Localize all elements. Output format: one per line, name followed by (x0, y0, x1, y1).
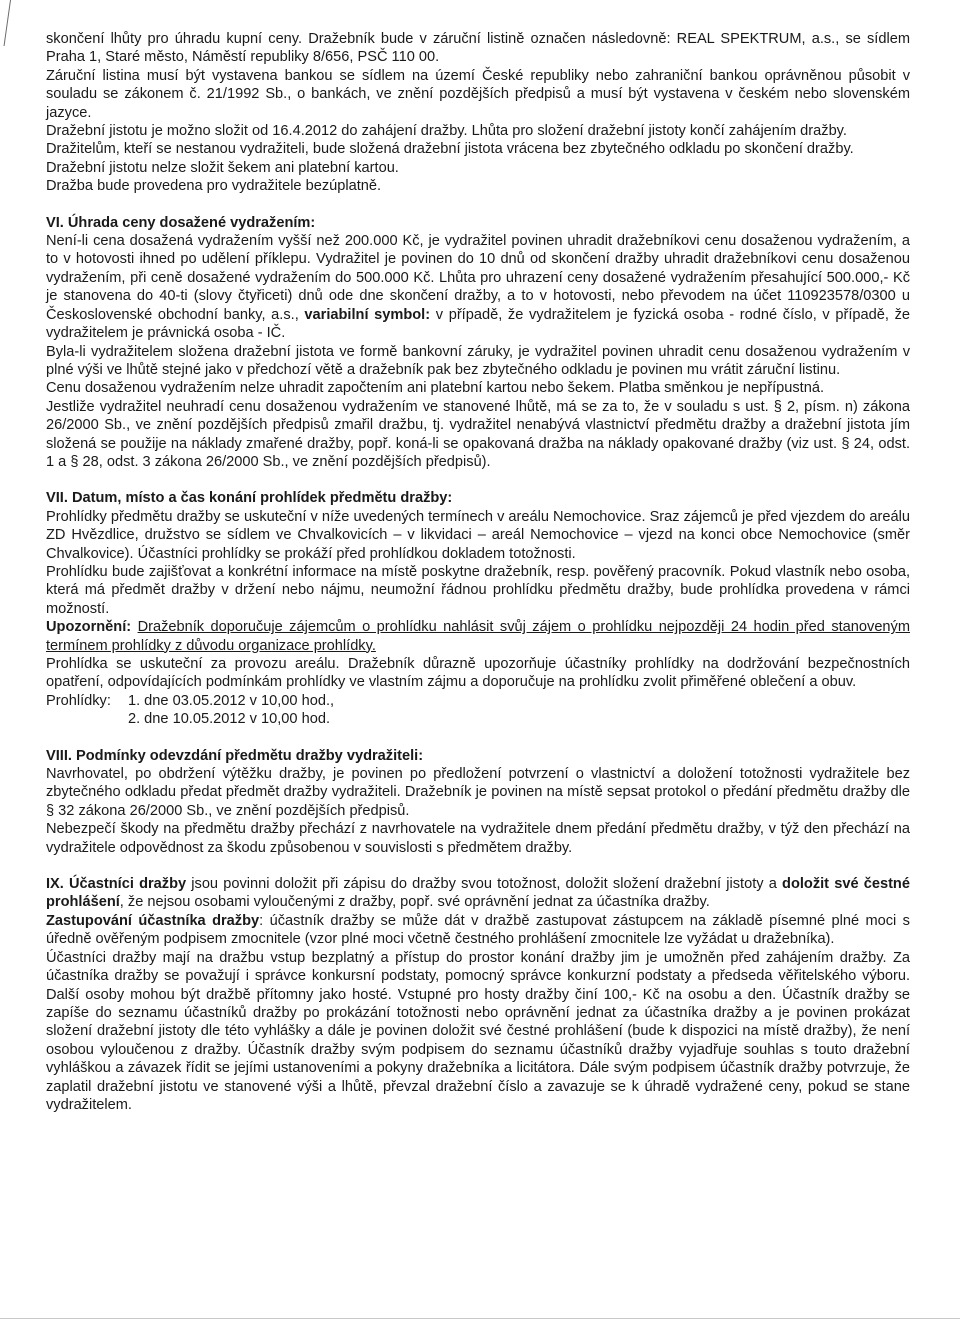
section-ix (46, 875, 910, 1114)
notice-paragraph (46, 618, 910, 655)
section-ix-heading: IX. Účastníci dražby (46, 876, 187, 893)
declaration-emphasis: doložit své čestné prohlášení (46, 876, 910, 911)
section-vii-paragraph-2: Prohlídku bude zajišťovat a konkrétní informace na místě poskytne dražebník, resp. pověřený pracovník. Pokud vlastník nebo osoba, která má předmět dražby v držení nebo nájmu, neumožní řádnou prohlídku předmětu dražby, bude prohlídka provedena v rámci možností. (46, 563, 910, 617)
notice-label: Upozornění: (46, 619, 132, 636)
intro-paragraph-5: Dražební jistotu nelze složit šekem ani platební kartou. (46, 159, 399, 176)
section-vi (46, 214, 910, 472)
section-vi-paragraph-2: Byla-li vydražitelem složena dražební jistota ve formě bankovní záruky, je vydražitel povinen uhradit cenu dosaženou vydražením v plné výši ve lhůtě stejné jako v předchozí větě a dražebník pak bez zbytečného odkladu je povinen mu vrátit záruční listinu. (46, 343, 910, 378)
viewings-list (46, 692, 334, 729)
section-ix-p1-text-a: jsou povinni doložit při zápisu do dražby svou totožnost, doložit složení dražební jistoty a (186, 876, 783, 893)
viewing-number: 1. (128, 692, 141, 709)
section-ix-paragraph-2 (46, 912, 910, 949)
intro-paragraph-2: Záruční listina musí být vystavena bankou se sídlem na území České republiky nebo zahraniční bankou oprávněnou působit v souladu se zákonem č. 21/1992 Sb., o bankách, ve znění pozdějších předpisů a musí být vystavena v českém nebo slovenském jazyce. (46, 67, 910, 121)
representation-text: : účastník dražby se může dát v dražbě zastupovat zástupcem na základě písemné plné moci s úředně ověřeným podpisem zmocnitele (vzor plné moci včetně čestného prohlášení zmocnitele lze vyžádat u dražebníka). (46, 912, 910, 948)
section-vi-p1-text-b: v případě, že vydražitelem je fyzická osoba - rodné číslo, v případě, že vydražitelem je právnická osoba - IČ. (46, 306, 910, 342)
viewing-item (46, 692, 334, 710)
section-viii-paragraph-2: Nebezpečí škody na předmětu dražby přechází z navrhovatele na vydražitele dnem předání předmětu dražby, v týž den přechází na vydražitele odpovědnost za škodu způsobenou v souvislosti s předmětem dražby. (46, 821, 910, 856)
representation-label: Zastupování účastníka dražby (46, 912, 260, 929)
section-vii (46, 489, 910, 728)
viewing-item (46, 710, 334, 728)
intro-paragraph-4: Dražitelům, kteří se nestanou vydražiteli, bude složená dražební jistota vrácena bez zbytečného odkladu po skončení dražby. (46, 141, 854, 158)
intro-paragraph-1: skončení lhůty pro úhradu kupní ceny. Dražebník bude v záruční listině označen následovně: REAL SPEKTRUM, a.s., se sídlem Praha 1, Staré město, Náměstí republiky 8/656, PSČ 110 00. (46, 31, 910, 66)
scan-bottom-edge (0, 1318, 960, 1319)
section-vii-paragraph-3: Prohlídka se uskuteční za provozu areálu. Dražebník důrazně upozorňuje účastníky prohlídky na dodržování bezpečnostních opatření, odpovídajících podmínkám prohlídky ve vlastním zájmu a doporučuje na prohlídku zvolit přiměřené oblečení a obuv. (46, 656, 910, 691)
section-vi-p1-text-a: Není-li cena dosažená vydražením vyšší než 200.000 Kč, je vydražitel povinen uhradit dražebníkovi cenu dosaženou vydražením, a to v hotovosti ihned po udělení příklepu. Vydražitel je povinen do 10 dnů od skončení dražby uhradit dražebníkovi cenu dosaženou vydražením, při ceně dosažené vydražením do 500.000 Kč. Lhůta pro uhrazení ceny dosažené vydražením přesahující 500.000,- Kč je stanovena do 40-ti (slovy čtyřiceti) dnů ode dne skončení dražby, a to v hotovosti, nebo převodem na účet 110923578/0300 u Československé obchodní banky, a.s., (46, 233, 910, 323)
intro-paragraph-6: Dražba bude provedena pro vydražitele bezúplatně. (46, 178, 382, 195)
scan-edge-mark (0, 0, 11, 46)
intro-section (46, 30, 910, 196)
section-ix-paragraph-3: Účastníci dražby mají na dražbu vstup bezplatný a přístup do prostor konání dražby jim je umožněn před zahájením dražby. Za účastníka dražby se považují i správce konkursní podstaty, pomocný správce konkurzní podstaty a předseda věřitelského výboru. Další osoby mohou být dražbě přítomny jako hosté. Vstupné pro hosty dražby činí 100,- Kč na osobu a den. Účastník dražby se zapíše do seznamu účastníků dražby po prokázání totožnosti nebo oprávnění jednat za účastníka dražby a je povinen prokázat složení dražební jistoty dle této vyhlášky a dále je povinen doložit své čestné prohlášení (bude k dispozici na místě dražby), že není osobou vyloučenou z dražby. Účastník dražby svým podpisem do seznamu účastníků dražby vyjadřuje souhlas s touto dražební vyhláškou a závazek řídit se jejími ustanoveními a pokyny dražebníka a licitátora. Dále svým podpisem účastník dražby potvrzuje, že zaplatil dražební jistotu ve stanovené výši a lhůtě, převzal dražební číslo a zavazuje se k úhradě vydražené ceny, pokud se stane vydražitelem. (46, 949, 910, 1113)
section-viii-paragraph-1: Navrhovatel, po obdržení výtěžku dražby, je povinen po předložení potvrzení o vlastnictví a doložení totožnosti vydražitele bez zbytečného odkladu předat předmět dražby vydražiteli. Dražebník je povinen na místě sepsat protokol o předání předmětu dražby dle § 32 zákona 26/2000 Sb., ve znění pozdějších předpisů. (46, 766, 910, 819)
section-ix-p1-text-b: , že nejsou osobami vyloučenými z dražby, popř. své oprávnění jednat za účastníka dražby. (119, 894, 710, 911)
section-vii-paragraph-1: Prohlídky předmětu dražby se uskuteční v níže uvedených termínech v areálu Nemochovice. Sraz zájemců je před vjezdem do areálu ZD Hvězdlice, družstvo se sídlem ve Chvalkovicích – v likvidaci – areál Nemochovice – vjezd na konci obce Nemochovice (směr Chvalkovice). Účastníci prohlídky se prokáží před prohlídkou dokladem totožnosti. (46, 508, 910, 562)
section-ix-paragraph-1 (46, 875, 910, 912)
section-vi-paragraph-3: Cenu dosaženou vydražením nelze uhradit započtením ani platební kartou nebo šekem. Platba směnkou je nepřípustná. (46, 380, 825, 397)
notice-text: Dražebník doporučuje zájemcům o prohlídku nahlásit svůj zájem o prohlídku nejpozději 24 hodin před stanoveným termínem prohlídky z důvodu organizace prohlídky. (46, 619, 911, 654)
viewings-label: Prohlídky: (46, 692, 111, 709)
viewing-date: dne 03.05.2012 v 10,00 hod., (144, 692, 335, 709)
section-vi-paragraph-4: Jestliže vydražitel neuhradí cenu dosaženou vydražením ve stanovené lhůtě, má se za to, že v souladu s ust. § 2, písm. n) zákona 26/2000 Sb., ve znění pozdějších předpisů zmařil dražbu, tj. vydražitel nenabývá vlastnictví předmětu dražby a dražební jistota jím složená se použije na náklady zmařené dražby, popř. koná-li se opakovaná dražba na náklady opakované dražby (viz ust. § 24, odst. 1 a § 28, odst. 3 zákona 26/2000 Sb., ve znění pozdějších předpisů). (46, 398, 910, 470)
section-vi-paragraph-1 (46, 232, 910, 342)
section-vi-heading: VI. Úhrada ceny dosažené vydražením: (46, 214, 316, 231)
section-vii-heading: VII. Datum, místo a čas konání prohlídek předmětu dražby: (46, 490, 453, 507)
viewing-date: dne 10.05.2012 v 10,00 hod. (144, 711, 330, 728)
section-viii-heading: VIII. Podmínky odevzdání předmětu dražby vydražiteli: (46, 747, 424, 764)
intro-paragraph-3: Dražební jistotu je možno složit od 16.4.2012 do zahájení dražby. Lhůta pro složení dražební jistoty končí zahájením dražby. (46, 123, 847, 140)
variable-symbol-label: variabilní symbol: (304, 306, 431, 323)
viewing-number: 2. (128, 711, 141, 728)
document-page (46, 30, 910, 1114)
section-viii (46, 747, 910, 857)
